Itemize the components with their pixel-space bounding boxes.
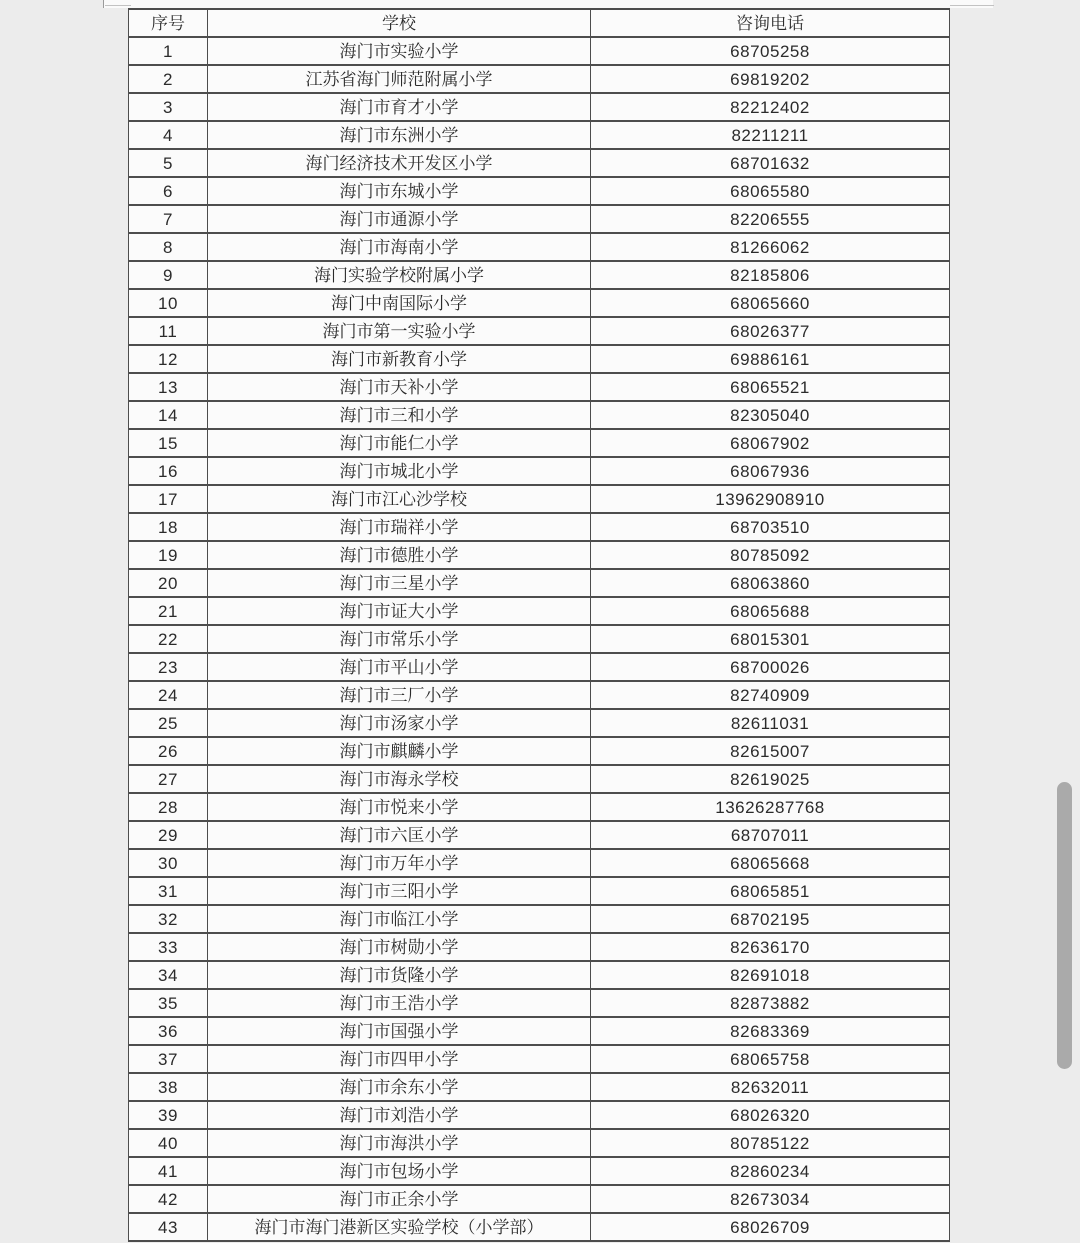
row-index-cell: 17 bbox=[129, 485, 208, 513]
table-row bbox=[129, 597, 950, 625]
school-cell: 海门市能仁小学 bbox=[208, 429, 591, 457]
table-row bbox=[129, 177, 950, 205]
school-cell: 海门市瑞祥小学 bbox=[208, 513, 591, 541]
cutoff-row-remnant bbox=[103, 0, 993, 8]
table-row bbox=[129, 1101, 950, 1129]
school-cell: 海门实验学校附属小学 bbox=[208, 261, 591, 289]
phone-cell: 68707011 bbox=[591, 821, 950, 849]
phone-cell: 82305040 bbox=[591, 401, 950, 429]
table-row bbox=[129, 1157, 950, 1185]
school-cell: 海门市三厂小学 bbox=[208, 681, 591, 709]
row-index-cell: 38 bbox=[129, 1073, 208, 1101]
phone-cell: 69819202 bbox=[591, 65, 950, 93]
school-cell: 海门市城北小学 bbox=[208, 457, 591, 485]
row-index-cell: 16 bbox=[129, 457, 208, 485]
table-row bbox=[129, 93, 950, 121]
school-cell: 海门市树勋小学 bbox=[208, 933, 591, 961]
phone-cell: 82873882 bbox=[591, 989, 950, 1017]
phone-cell: 68026377 bbox=[591, 317, 950, 345]
phone-cell: 68701632 bbox=[591, 149, 950, 177]
phone-cell: 13962908910 bbox=[591, 485, 950, 513]
row-index-cell: 21 bbox=[129, 597, 208, 625]
table-row bbox=[129, 877, 950, 905]
row-index-cell: 11 bbox=[129, 317, 208, 345]
phone-cell: 82206555 bbox=[591, 205, 950, 233]
row-index-cell: 1 bbox=[129, 37, 208, 65]
row-index-cell: 15 bbox=[129, 429, 208, 457]
table-row bbox=[129, 233, 950, 261]
table-row bbox=[129, 793, 950, 821]
phone-cell: 68700026 bbox=[591, 653, 950, 681]
phone-cell: 68065580 bbox=[591, 177, 950, 205]
table-row bbox=[129, 569, 950, 597]
phone-cell: 13626287768 bbox=[591, 793, 950, 821]
phone-cell: 82632011 bbox=[591, 1073, 950, 1101]
school-cell: 海门市平山小学 bbox=[208, 653, 591, 681]
school-cell: 海门市国强小学 bbox=[208, 1017, 591, 1045]
row-index-cell: 3 bbox=[129, 93, 208, 121]
table-row bbox=[129, 933, 950, 961]
phone-cell: 82673034 bbox=[591, 1185, 950, 1213]
school-cell: 海门市天补小学 bbox=[208, 373, 591, 401]
school-cell: 海门市余东小学 bbox=[208, 1073, 591, 1101]
row-index-cell: 2 bbox=[129, 65, 208, 93]
table-row bbox=[129, 709, 950, 737]
scrollbar-thumb[interactable] bbox=[1057, 782, 1072, 1069]
table-row bbox=[129, 345, 950, 373]
table-row bbox=[129, 765, 950, 793]
phone-cell: 82611031 bbox=[591, 709, 950, 737]
school-cell: 海门市三星小学 bbox=[208, 569, 591, 597]
header-phone: 咨询电话 bbox=[591, 9, 950, 37]
phone-cell: 68065660 bbox=[591, 289, 950, 317]
row-index-cell: 37 bbox=[129, 1045, 208, 1073]
row-index-cell: 41 bbox=[129, 1157, 208, 1185]
phone-cell: 82860234 bbox=[591, 1157, 950, 1185]
phone-cell: 68067902 bbox=[591, 429, 950, 457]
cutoff-line-right bbox=[950, 5, 994, 6]
row-index-cell: 27 bbox=[129, 765, 208, 793]
table-row bbox=[129, 737, 950, 765]
school-cell: 海门市东城小学 bbox=[208, 177, 591, 205]
school-cell: 海门市新教育小学 bbox=[208, 345, 591, 373]
phone-cell: 68065668 bbox=[591, 849, 950, 877]
row-index-cell: 25 bbox=[129, 709, 208, 737]
phone-cell: 68703510 bbox=[591, 513, 950, 541]
school-cell: 海门市临江小学 bbox=[208, 905, 591, 933]
school-cell: 海门市六匡小学 bbox=[208, 821, 591, 849]
row-index-cell: 28 bbox=[129, 793, 208, 821]
phone-cell: 68067936 bbox=[591, 457, 950, 485]
row-index-cell: 12 bbox=[129, 345, 208, 373]
phone-cell: 68065521 bbox=[591, 373, 950, 401]
phone-cell: 80785122 bbox=[591, 1129, 950, 1157]
table-header-row bbox=[129, 9, 950, 37]
row-index-cell: 30 bbox=[129, 849, 208, 877]
table-row bbox=[129, 37, 950, 65]
table-row bbox=[129, 849, 950, 877]
phone-cell: 68026320 bbox=[591, 1101, 950, 1129]
row-index-cell: 23 bbox=[129, 653, 208, 681]
table-row bbox=[129, 401, 950, 429]
row-index-cell: 40 bbox=[129, 1129, 208, 1157]
table-row bbox=[129, 457, 950, 485]
phone-cell: 82212402 bbox=[591, 93, 950, 121]
table-row bbox=[129, 1073, 950, 1101]
phone-cell: 82211211 bbox=[591, 121, 950, 149]
phone-cell: 68026709 bbox=[591, 1213, 950, 1241]
row-index-cell: 9 bbox=[129, 261, 208, 289]
row-index-cell: 7 bbox=[129, 205, 208, 233]
phone-cell: 80785092 bbox=[591, 541, 950, 569]
row-index-cell: 4 bbox=[129, 121, 208, 149]
phone-cell: 68063860 bbox=[591, 569, 950, 597]
school-cell: 海门市海永学校 bbox=[208, 765, 591, 793]
row-index-cell: 36 bbox=[129, 1017, 208, 1045]
table-row bbox=[129, 513, 950, 541]
table-row bbox=[129, 1045, 950, 1073]
phone-cell: 81266062 bbox=[591, 233, 950, 261]
school-phone-table bbox=[128, 8, 950, 1242]
phone-cell: 82683369 bbox=[591, 1017, 950, 1045]
school-cell: 海门市海洪小学 bbox=[208, 1129, 591, 1157]
school-cell: 海门市东洲小学 bbox=[208, 121, 591, 149]
phone-cell: 82636170 bbox=[591, 933, 950, 961]
phone-cell: 68065758 bbox=[591, 1045, 950, 1073]
school-cell: 海门市江心沙学校 bbox=[208, 485, 591, 513]
school-cell: 海门市海门港新区实验学校（小学部） bbox=[208, 1213, 591, 1241]
school-cell: 海门市三阳小学 bbox=[208, 877, 591, 905]
row-index-cell: 32 bbox=[129, 905, 208, 933]
row-index-cell: 34 bbox=[129, 961, 208, 989]
row-index-cell: 26 bbox=[129, 737, 208, 765]
school-cell: 江苏省海门师范附属小学 bbox=[208, 65, 591, 93]
school-cell: 海门市通源小学 bbox=[208, 205, 591, 233]
school-cell: 海门市麒麟小学 bbox=[208, 737, 591, 765]
school-cell: 海门经济技术开发区小学 bbox=[208, 149, 591, 177]
school-cell: 海门市汤家小学 bbox=[208, 709, 591, 737]
table-row bbox=[129, 905, 950, 933]
table-row bbox=[129, 485, 950, 513]
row-index-cell: 6 bbox=[129, 177, 208, 205]
table-row bbox=[129, 961, 950, 989]
school-cell: 海门市货隆小学 bbox=[208, 961, 591, 989]
table-row bbox=[129, 121, 950, 149]
phone-cell: 82691018 bbox=[591, 961, 950, 989]
school-cell: 海门市悦来小学 bbox=[208, 793, 591, 821]
school-cell: 海门市王浩小学 bbox=[208, 989, 591, 1017]
table-row bbox=[129, 653, 950, 681]
phone-cell: 68065851 bbox=[591, 877, 950, 905]
row-index-cell: 5 bbox=[129, 149, 208, 177]
row-index-cell: 43 bbox=[129, 1213, 208, 1241]
table-row bbox=[129, 1185, 950, 1213]
school-cell: 海门市三和小学 bbox=[208, 401, 591, 429]
school-cell: 海门市包场小学 bbox=[208, 1157, 591, 1185]
row-index-cell: 20 bbox=[129, 569, 208, 597]
table-row bbox=[129, 1017, 950, 1045]
row-index-cell: 42 bbox=[129, 1185, 208, 1213]
row-index-cell: 19 bbox=[129, 541, 208, 569]
phone-cell: 68702195 bbox=[591, 905, 950, 933]
row-index-cell: 35 bbox=[129, 989, 208, 1017]
table-row bbox=[129, 205, 950, 233]
phone-cell: 82740909 bbox=[591, 681, 950, 709]
phone-cell: 69886161 bbox=[591, 345, 950, 373]
row-index-cell: 39 bbox=[129, 1101, 208, 1129]
school-cell: 海门市四甲小学 bbox=[208, 1045, 591, 1073]
table-row bbox=[129, 149, 950, 177]
row-index-cell: 14 bbox=[129, 401, 208, 429]
row-index-cell: 22 bbox=[129, 625, 208, 653]
phone-cell: 68015301 bbox=[591, 625, 950, 653]
school-cell: 海门市刘浩小学 bbox=[208, 1101, 591, 1129]
table-row bbox=[129, 1129, 950, 1157]
table-row bbox=[129, 373, 950, 401]
table-body bbox=[129, 37, 950, 1241]
table-row bbox=[129, 289, 950, 317]
table-row bbox=[129, 429, 950, 457]
phone-cell: 82185806 bbox=[591, 261, 950, 289]
table-row bbox=[129, 1213, 950, 1241]
school-cell: 海门市正余小学 bbox=[208, 1185, 591, 1213]
phone-cell: 82619025 bbox=[591, 765, 950, 793]
phone-cell: 82615007 bbox=[591, 737, 950, 765]
cutoff-cell-border bbox=[103, 0, 104, 8]
school-cell: 海门市第一实验小学 bbox=[208, 317, 591, 345]
school-cell: 海门市德胜小学 bbox=[208, 541, 591, 569]
table-row bbox=[129, 541, 950, 569]
phone-cell: 68705258 bbox=[591, 37, 950, 65]
row-index-cell: 24 bbox=[129, 681, 208, 709]
cutoff-line-left bbox=[105, 5, 131, 6]
table-row bbox=[129, 65, 950, 93]
school-cell: 海门市海南小学 bbox=[208, 233, 591, 261]
table-row bbox=[129, 625, 950, 653]
row-index-cell: 13 bbox=[129, 373, 208, 401]
row-index-cell: 29 bbox=[129, 821, 208, 849]
table-row bbox=[129, 681, 950, 709]
row-index-cell: 31 bbox=[129, 877, 208, 905]
school-cell: 海门中南国际小学 bbox=[208, 289, 591, 317]
school-cell: 海门市万年小学 bbox=[208, 849, 591, 877]
phone-cell: 68065688 bbox=[591, 597, 950, 625]
school-cell: 海门市常乐小学 bbox=[208, 625, 591, 653]
row-index-cell: 18 bbox=[129, 513, 208, 541]
table-row bbox=[129, 261, 950, 289]
school-cell: 海门市证大小学 bbox=[208, 597, 591, 625]
row-index-cell: 8 bbox=[129, 233, 208, 261]
school-cell: 海门市育才小学 bbox=[208, 93, 591, 121]
table-row bbox=[129, 317, 950, 345]
header-school: 学校 bbox=[208, 9, 591, 37]
header-index: 序号 bbox=[129, 9, 208, 37]
table-row bbox=[129, 821, 950, 849]
row-index-cell: 33 bbox=[129, 933, 208, 961]
table-row bbox=[129, 989, 950, 1017]
school-cell: 海门市实验小学 bbox=[208, 37, 591, 65]
row-index-cell: 10 bbox=[129, 289, 208, 317]
